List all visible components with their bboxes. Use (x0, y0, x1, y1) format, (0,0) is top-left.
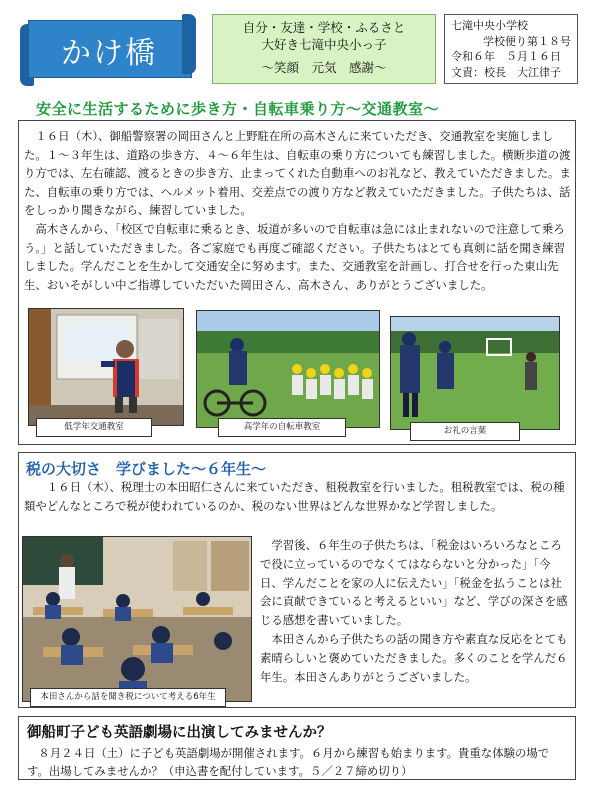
photo-bicycle-image (197, 311, 380, 428)
english-theater-text: ８月２４日（土）に子ども英語劇場が開催されます。６月から練習も始まります。貴重な体験の場です。出場してみませんか？（申込書を配付しています。５／２７締め切り） (27, 746, 550, 778)
motto-line-1: 自分・友達・学校・ふるさと (242, 20, 406, 35)
traffic-class-paragraph-1: １６日（木）、御船警察署の岡田さんと上野駐在所の高木さんに来ていただき、交通教室を実施しました。１～３年生は、道路の歩き方、４～６年生は、自転車の乗り方についても練習しました。横断歩道の渡り方では、左右確認、渡るときの歩き方、止まってくれた自動車へのお礼など、教えていただきました。また、自転車の乗り方では、ヘルメット着用、交差点での渡り方など教えていただきました。子供たちは、話をしっかり聞きながら、練習していました。 (24, 129, 571, 218)
caption-tax-class: 本田さんから話を聞き税について考える6年生 (30, 688, 226, 707)
photo-thank-you-speech (390, 316, 560, 430)
motto-line-3: ～笑顔 元気 感謝～ (261, 60, 387, 75)
newsletter-title: かけ橋 (61, 36, 157, 71)
photo-tax-class (22, 536, 252, 702)
traffic-class-paragraph-2: 高木さんから、「校区で自転車に乗るとき、坂道が多いので自転車は急には止まれないので注意して乗ろう。」と話していただきました。各ご家庭でも再度ご確認ください。子供たちはとても真剣に話を聞き練習しました。学んだことを生かして交通安全に努めます。また、交通教室を計画し、打合せを行った東山先生、おいそがしい中ご指導していただいた岡田さん、高木さん、ありがとうございました。 (24, 221, 566, 292)
caption-thank-you: お礼の言葉 (410, 422, 520, 441)
caption-lower-grade: 低学年交通教室 (36, 418, 152, 437)
tax-class-intro (24, 478, 572, 515)
school-motto-box (212, 14, 436, 84)
motto-line-2: 大好き七滝中央小っ子 (261, 37, 387, 52)
tax-class-reflections (260, 536, 572, 686)
issue-date: 令和６年 ５月１６日 (451, 50, 561, 63)
english-theater-heading: 御船町子ども英語劇場に出演してみませんか？ (27, 725, 332, 741)
school-name: 七滝中央小学校 (451, 19, 528, 32)
photo-thank-you-image (391, 317, 560, 430)
photo-tax-class-image (23, 537, 252, 702)
banner-scroll-right (182, 14, 196, 74)
traffic-class-article (24, 127, 572, 294)
issue-author: 文責：校長 大江律子 (451, 65, 561, 79)
tax-class-paragraph-2: 学習後、６年生の子供たちは、「税金はいろいろなところで役に立っているのでなくてはならないと分かった」「今日、学んだことを家の人に伝えたい」「税金を払うことは社会に貢献できていると考えるといい」など、学びの深さを感じる感想を書いていました。 (260, 538, 568, 628)
issue-info-box (444, 14, 578, 84)
photo-lower-grade-class (28, 308, 184, 426)
photo-lower-grade-image (29, 309, 184, 426)
tax-class-paragraph-3: 本田さんから子供たちの話の聞き方や素直な反応をとても素晴らしいと褒めていただきました。多くのことを学んだ６年生。本田さんありがとうございました。 (260, 631, 568, 684)
title-banner (20, 14, 196, 86)
photo-upper-grade-bicycle (196, 310, 380, 428)
english-theater-notice (18, 716, 576, 780)
issue-number: 学校便り第１８号 (483, 34, 571, 48)
tax-class-paragraph-1: １６日（木）、税理士の本田昭仁さんに来ていただき、租税教室を行いました。租税教室では、税の種類やどんなところで税が使われているのか、税のない世界はどんな世界かなど学習しました。 (24, 480, 565, 513)
caption-upper-grade: 高学年の自転車教室 (218, 418, 346, 437)
traffic-class-heading: 安全に生活するために歩き方・自転車乗り方～交通教室～ (36, 100, 440, 118)
tax-class-heading: 税の大切さ 学びました～６年生～ (26, 460, 267, 478)
